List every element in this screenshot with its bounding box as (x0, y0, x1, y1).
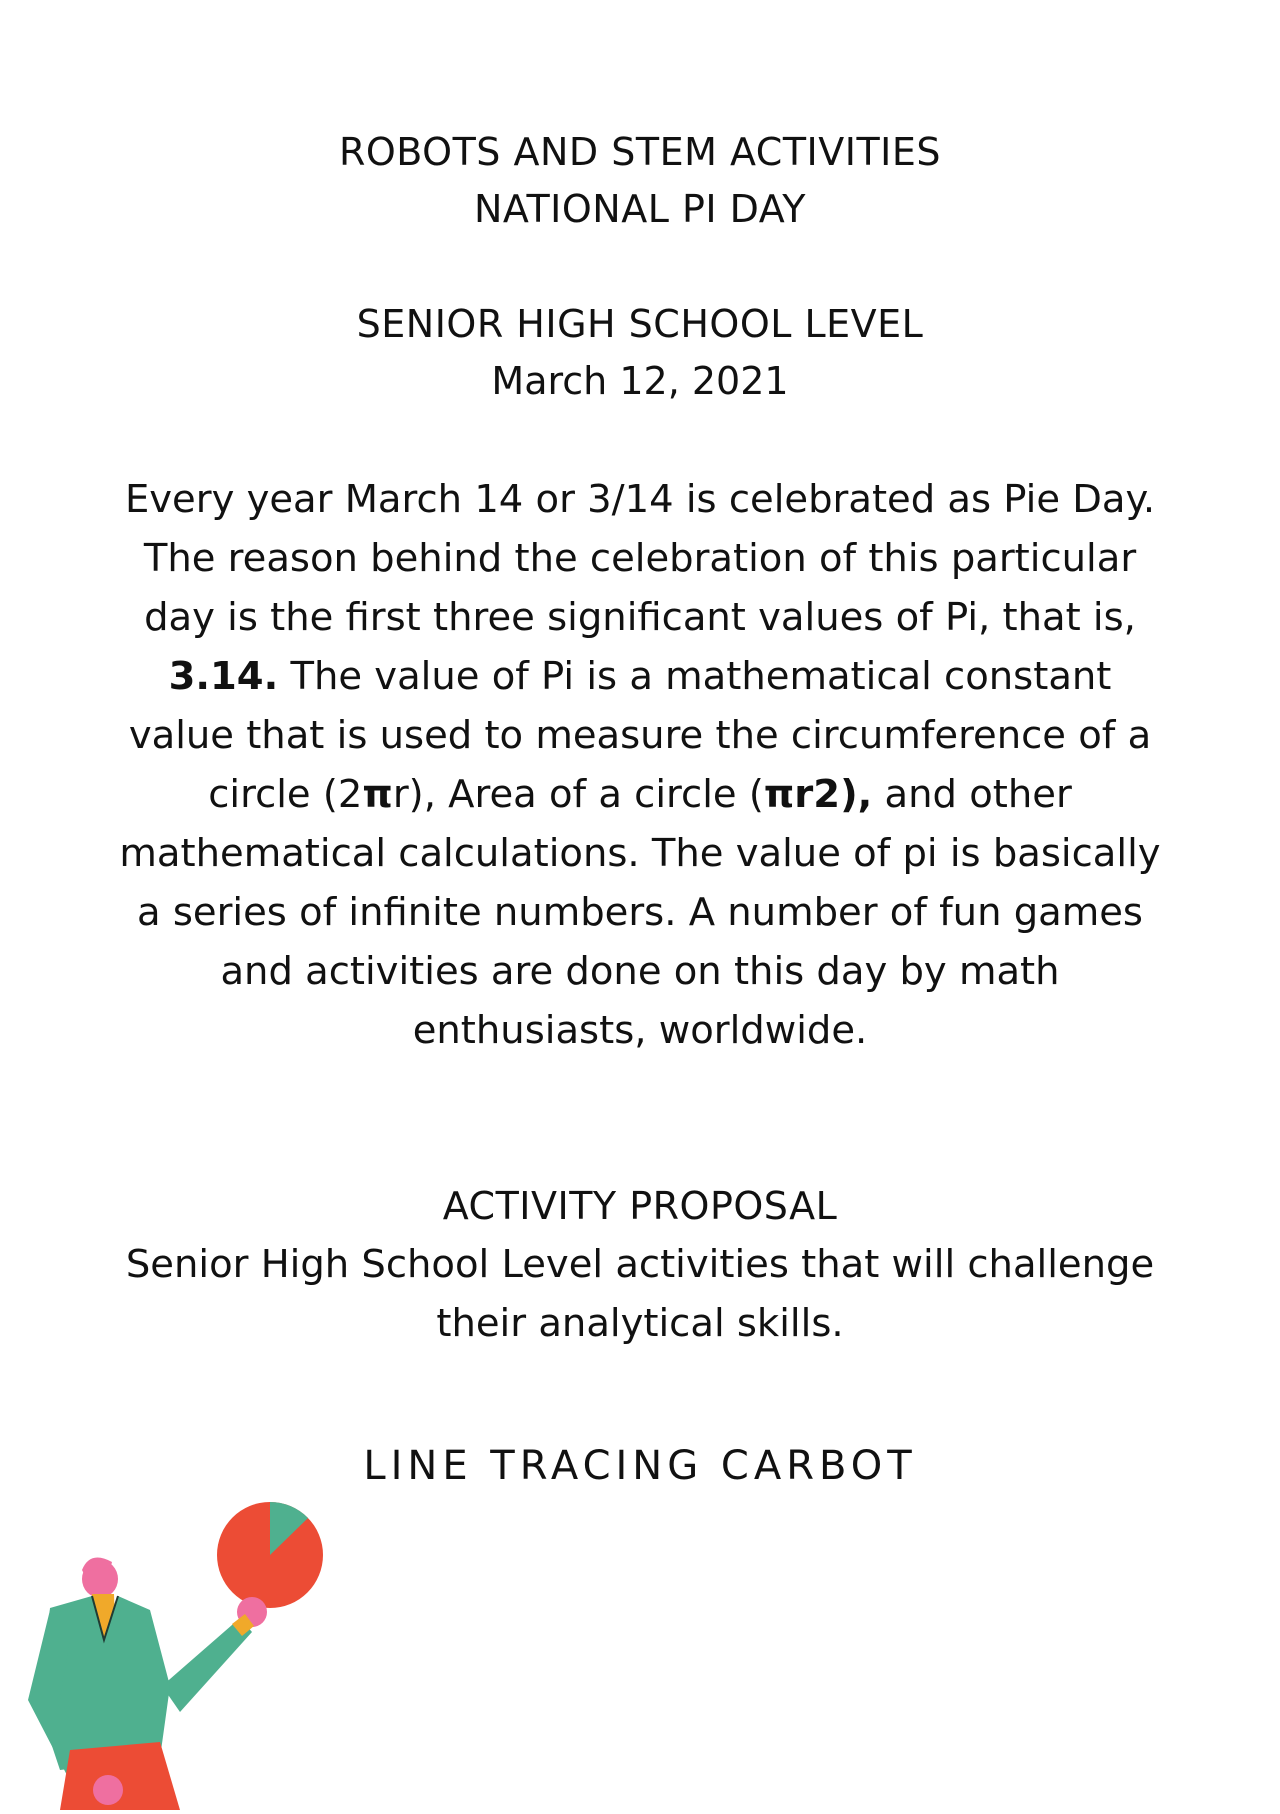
proposal-title: ACTIVITY PROPOSAL (442, 1184, 838, 1228)
body-text-part-2: The value of Pi is a mathematical constant value that is used to measure the circumference of a circle (2 (128, 654, 1152, 817)
level-block (110, 296, 1170, 410)
body-bold-value: 3.14. (168, 654, 279, 699)
body-bold-formula: πr2), (763, 772, 873, 817)
activity-block (110, 1436, 1170, 1496)
left-hand-shape (93, 1775, 123, 1805)
body-paragraph-block (110, 470, 1170, 1060)
header-line-1: ROBOTS AND STEM ACTIVITIES (338, 130, 942, 174)
pants-shape (60, 1742, 180, 1810)
body-bold-pi: π (362, 772, 393, 817)
body-paragraph (110, 470, 1170, 1060)
level-title: SENIOR HIGH SCHOOL LEVEL (356, 302, 924, 346)
activity-title: LINE TRACING CARBOT (363, 1443, 917, 1489)
body-text-part-4: and other mathematical calculations. The value of pi is basically a series of infinite numbers. A number of fun games and activities are done on this day by math enthusiasts, worldwide. (119, 772, 1161, 1053)
proposal-description: Senior High School Level activities that will challenge their analytical skills. (125, 1242, 1155, 1346)
person-holding-pie-chart-icon (0, 1490, 340, 1810)
activity-proposal-block (110, 1178, 1170, 1353)
raised-arm-shape (162, 1618, 252, 1712)
body-text-part-1: Every year March 14 or 3/14 is celebrated as Pie Day. The reason behind the celebration of this particular day is the first three significant values of Pi, that is, (124, 477, 1156, 640)
body-text-part-3: r), Area of a circle ( (392, 772, 764, 817)
header-line-2: NATIONAL PI DAY (473, 187, 807, 231)
pie-chart-icon (217, 1502, 323, 1608)
document-header (110, 124, 1170, 238)
event-date: March 12, 2021 (491, 359, 789, 403)
